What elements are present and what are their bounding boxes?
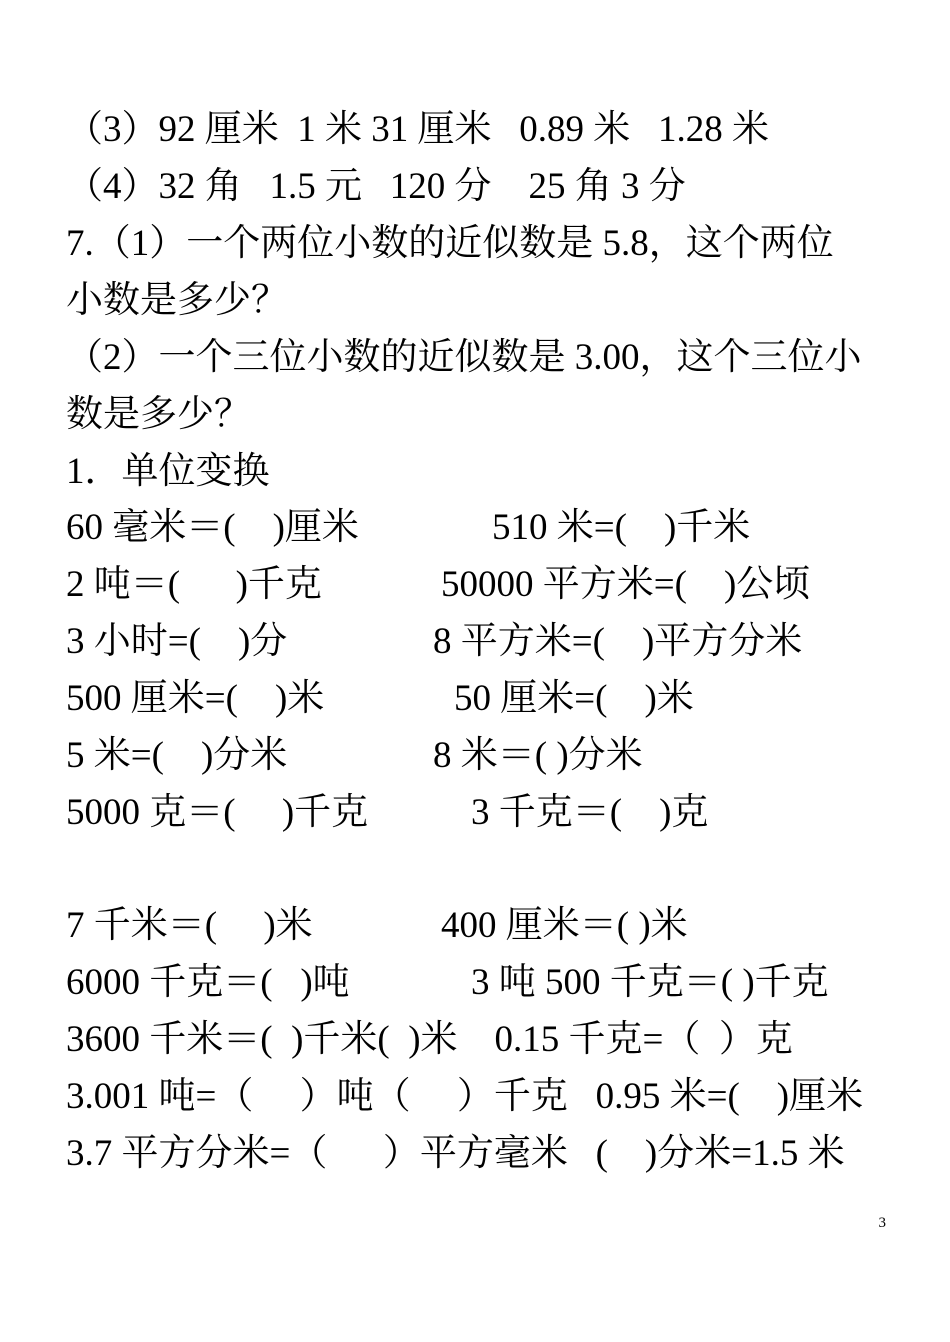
conversion-left: 5 米=( )分米 <box>66 735 288 776</box>
question-7-part1-cont: 小数是多少？ <box>66 280 288 321</box>
page-number: 3 <box>878 1215 886 1231</box>
conversion-left: 7 千米＝( )米 <box>66 905 313 946</box>
question-3-line: （3）92 厘米 1 米 31 厘米 0.89 米 1.28 米 <box>66 109 769 150</box>
question-7-part2-cont: 数是多少？ <box>66 394 251 435</box>
conversion-left: 500 厘米=( )米 <box>66 678 325 719</box>
question-7-part2: （2）一个三位小数的近似数是 3.00，这个三位小 <box>66 337 862 378</box>
conversion-right: 8 平方米=( )平方分米 <box>433 621 803 662</box>
conversion-left: 3 小时=( )分 <box>66 621 288 662</box>
conversion-right: 400 厘米＝( )米 <box>441 905 688 946</box>
conversion-full-line: 3.7 平方分米=（ ）平方毫米 ( )分米=1.5 米 <box>66 1133 845 1174</box>
conversion-left: 5000 克＝( )千克 <box>66 792 369 833</box>
conversion-right: 510 米=( )千米 <box>492 507 751 548</box>
conversion-right: 3 吨 500 千克＝( )千克 <box>471 962 829 1003</box>
question-4-line: （4）32 角 1.5 元 120 分 25 角 3 分 <box>66 166 686 207</box>
conversion-left: 6000 千克＝( )吨 <box>66 962 350 1003</box>
conversion-right: 50000 平方米=( )公顷 <box>441 564 811 605</box>
conversion-full-line: 3.001 吨=（ ）吨（ ）千克 0.95 米=( )厘米 <box>66 1076 864 1117</box>
question-7-part1: 7.（1）一个两位小数的近似数是 5.8，这个两位 <box>66 223 834 264</box>
conversion-right: 8 米＝( )分米 <box>433 735 643 776</box>
section-heading-unit-conversion: 1．单位变换 <box>66 451 270 492</box>
conversion-right: 50 厘米=( )米 <box>454 678 694 719</box>
conversion-left: 2 吨＝( )千克 <box>66 564 322 605</box>
conversion-left: 60 毫米＝( )厘米 <box>66 507 359 548</box>
conversion-right: 3 千克＝( )克 <box>471 792 709 833</box>
conversion-full-line: 3600 千米＝( )千米( )米 0.15 千克=（ ）克 <box>66 1019 793 1060</box>
